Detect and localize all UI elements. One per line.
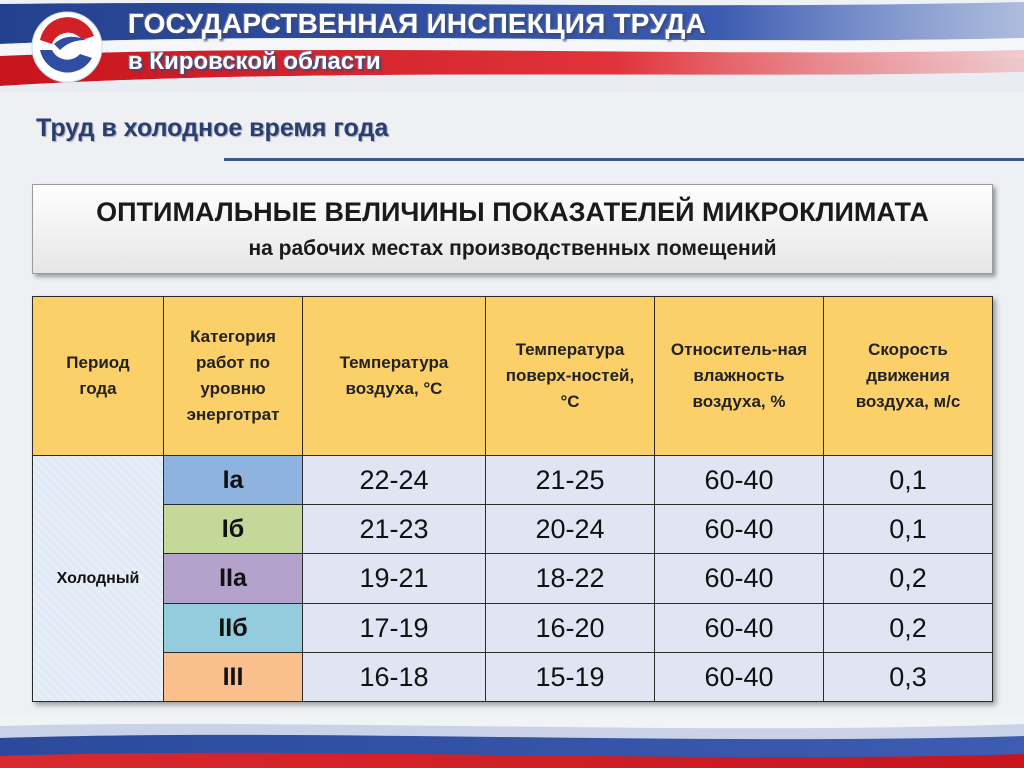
air-temp-value: 19-21 <box>359 563 429 593</box>
labor-inspection-logo-icon <box>30 10 104 84</box>
humidity-cell <box>654 603 824 653</box>
humidity-cell <box>654 652 824 702</box>
surface-temp-value: 15-19 <box>535 661 605 692</box>
category-cell <box>163 504 303 554</box>
header-category-label: Категория работ по уровню энерготрат <box>186 327 280 424</box>
air-temp-cell <box>302 504 486 554</box>
category-cell <box>163 603 303 653</box>
header-air-temp-label: Температура воздуха, °С <box>339 353 449 398</box>
footer-stripes-decoration <box>0 716 1024 768</box>
banner-title: ОПТИМАЛЬНЫЕ ВЕЛИЧИНЫ ПОКАЗАТЕЛЕЙ МИКРОКЛИМАТА <box>96 197 929 227</box>
air-speed-cell <box>823 652 993 702</box>
period-cell <box>32 455 164 702</box>
air-temp-value: 22-24 <box>359 464 429 495</box>
header-category <box>163 296 303 456</box>
surface-temp-cell <box>485 652 655 702</box>
humidity-value: 60-40 <box>704 563 774 593</box>
header-surface-temp-label: Температура поверх-ностей, °С <box>505 340 635 411</box>
category-label: III <box>222 662 244 691</box>
air-speed-value: 0,3 <box>889 661 927 692</box>
air-speed-value: 0,2 <box>889 563 927 593</box>
air-temp-value: 17-19 <box>359 612 429 643</box>
air-temp-cell <box>302 553 486 604</box>
header-air-speed <box>823 296 993 456</box>
surface-temp-cell <box>485 603 655 653</box>
category-label: IIа <box>219 564 247 592</box>
air-speed-cell <box>823 553 993 604</box>
humidity-value: 60-40 <box>704 612 774 643</box>
surface-temp-value: 16-20 <box>535 612 605 643</box>
slide-footer <box>0 716 1024 768</box>
surface-temp-value: 18-22 <box>535 563 605 593</box>
humidity-value: 60-40 <box>704 513 774 544</box>
header-period-label: Период года <box>66 353 130 398</box>
title-divider <box>224 158 1024 161</box>
period-label: Холодный <box>56 569 140 587</box>
slide-header <box>0 0 1024 92</box>
header-humidity-label: Относитель-ная влажность воздуха, % <box>670 340 808 411</box>
category-cell <box>163 553 303 604</box>
air-speed-value: 0,2 <box>889 612 927 643</box>
category-label: Iа <box>222 465 244 494</box>
org-title: ГОСУДАРСТВЕННАЯ ИНСПЕКЦИЯ ТРУДА <box>128 8 707 39</box>
air-speed-cell <box>823 455 993 505</box>
microclimate-table <box>32 296 993 702</box>
humidity-cell <box>654 504 824 554</box>
humidity-cell <box>654 553 824 604</box>
air-temp-value: 16-18 <box>359 661 429 692</box>
header-air-temp <box>302 296 486 456</box>
category-label: IIб <box>218 613 248 642</box>
surface-temp-value: 21-25 <box>535 464 605 495</box>
air-speed-cell <box>823 603 993 653</box>
banner-subtitle: на рабочих местах производственных помещений <box>248 237 777 260</box>
header-period <box>32 296 164 456</box>
air-speed-value: 0,1 <box>889 513 927 544</box>
humidity-cell <box>654 455 824 505</box>
surface-temp-cell <box>485 455 655 505</box>
air-speed-value: 0,1 <box>889 464 927 495</box>
surface-temp-cell <box>485 504 655 554</box>
header-air-speed-label: Скорость движения воздуха, м/с <box>855 340 961 411</box>
air-temp-cell <box>302 603 486 653</box>
header-surface-temp <box>485 296 655 456</box>
section-banner <box>32 184 993 274</box>
humidity-value: 60-40 <box>704 661 774 692</box>
surface-temp-value: 20-24 <box>535 513 605 544</box>
category-label: Iб <box>221 514 245 543</box>
slide-title: Труд в холодное время года <box>36 114 389 142</box>
surface-temp-cell <box>485 553 655 604</box>
org-subtitle: в Кировской области <box>128 48 381 75</box>
air-temp-cell <box>302 652 486 702</box>
category-cell <box>163 455 303 505</box>
air-speed-cell <box>823 504 993 554</box>
air-temp-value: 21-23 <box>359 513 429 544</box>
humidity-value: 60-40 <box>704 464 774 495</box>
header-humidity <box>654 296 824 456</box>
category-cell <box>163 652 303 702</box>
air-temp-cell <box>302 455 486 505</box>
